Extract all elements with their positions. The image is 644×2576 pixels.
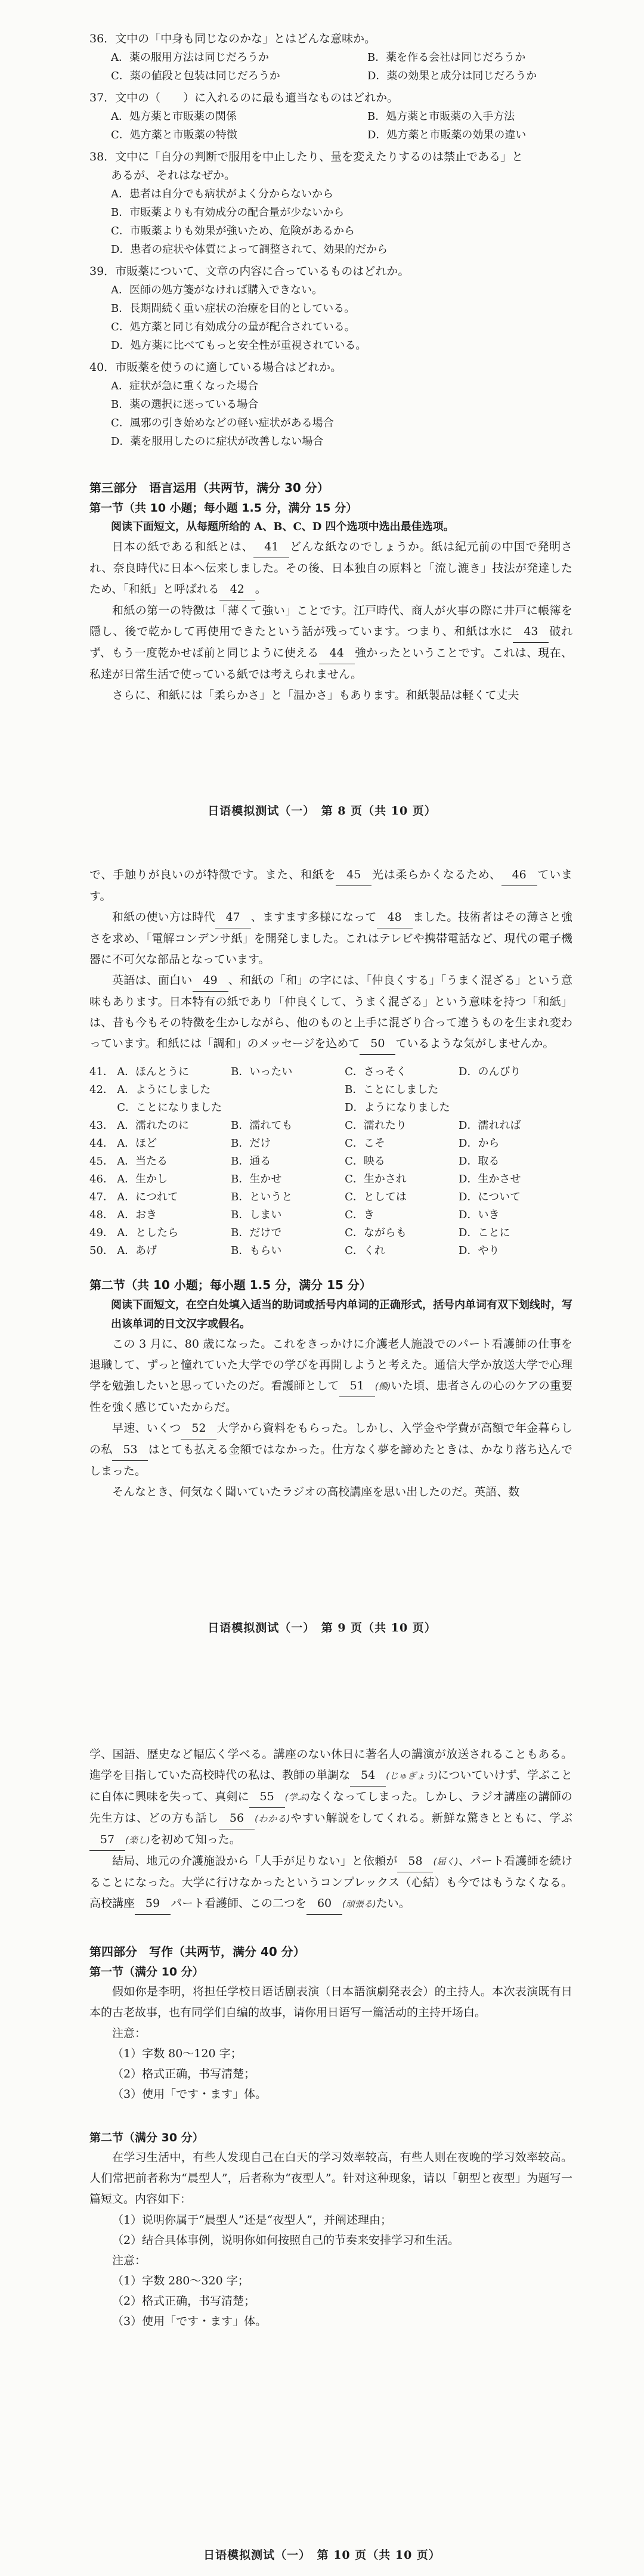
question-number: [89, 1099, 117, 1117]
option: C．としては: [345, 1191, 407, 1203]
option: D．から: [459, 1137, 500, 1150]
passage-text: いた頃、患者さんの心のケアの重要性を強く感じていたからだ。: [89, 1379, 572, 1414]
option: B．だけで: [231, 1227, 282, 1239]
option: D．濡れれば: [459, 1119, 521, 1132]
passage-paragraph: [89, 1851, 572, 1915]
option: D．やり: [459, 1244, 500, 1257]
requirement: （2）格式正确，书写清楚；: [112, 2295, 256, 2308]
option: C．映る: [345, 1155, 385, 1168]
question-39: [89, 262, 572, 355]
note-label: 注意：: [112, 2254, 147, 2267]
option: A．処方薬と市販薬の関係: [111, 110, 237, 123]
passage-text: パート看護師、この二つを: [171, 1897, 307, 1910]
question-number: 45．: [89, 1155, 114, 1168]
requirement: （1）字数 280～320 字；: [112, 2274, 249, 2287]
blank-43: 43: [513, 621, 549, 643]
passage-text: 早速、いくつ: [112, 1422, 181, 1435]
hint-51: (働): [374, 1381, 391, 1392]
passage-text: ています。: [89, 868, 572, 903]
option: C．生かされ: [345, 1173, 407, 1185]
option: A．ほんとうに: [117, 1066, 190, 1078]
option: D．いき: [459, 1209, 500, 1221]
content-point: （1）说明你属于“晨型人”还是“夜型人”，并阐述理由；: [112, 2213, 392, 2227]
passage-text: どんな紙なのでしょうか。紙は紀元前の中国で発明され、奈良時代に日本へ伝来しました。その後、日本独自の原料と「流し漉き」技法が発達したため、「和紙」と呼ばれる: [89, 540, 572, 596]
page-footer: 日语模拟测试（一） 第 8 页（共 10 页）: [208, 804, 436, 818]
blank-44: 44: [319, 643, 355, 664]
blank-50: 50: [360, 1033, 395, 1055]
passage-text: はとても払える金額ではなかった。仕方なく夢を諦めたときは、かなり落ち込んでしまった。: [89, 1443, 572, 1478]
blank-56: 56: [219, 1808, 255, 1829]
requirement: （2）格式正确，书写清楚；: [112, 2067, 256, 2080]
option: [231, 1081, 345, 1099]
option: B．市販薬よりも有効成分の配合量が少ないから: [111, 206, 345, 219]
passage-text: さらに、和紙には「柔らかさ」と「温かさ」もあります。和紙製品は軽くて丈夫: [112, 689, 519, 702]
option: A．薬の服用方法は同じだろうか: [111, 51, 269, 64]
cloze-options-table: [89, 1063, 572, 1260]
question-number: 42．: [89, 1083, 114, 1096]
option: B．通る: [231, 1155, 271, 1168]
part-heading: 第一节（满分 10 分）: [89, 1965, 204, 1979]
passage-text: ました。技術者はその薄さと強さを求め、「電解コンデンサ紙」を開発しました。これはテレビや携帯電話など、現代の電子機器に不可欠な部品となっています。: [89, 911, 572, 966]
passage-text: 光は柔らかくなるため、: [371, 868, 501, 881]
option: A．生かし: [117, 1173, 168, 1185]
hint-58: (届く): [433, 1856, 459, 1867]
blank-47: 47: [215, 907, 251, 928]
passage-text: 和紙の使い方は時代: [112, 911, 215, 924]
option: A．としたら: [117, 1227, 179, 1239]
question-number: 47．: [89, 1191, 114, 1203]
option: C．市販薬よりも効果が強いため、危険があるから: [111, 225, 355, 237]
question-40: [89, 358, 572, 451]
option: D．薬を服用したのに症状が改善しない場合: [111, 435, 324, 448]
passage-text: 。: [255, 583, 267, 596]
option: D．のんびり: [459, 1066, 521, 1078]
passage-paragraph: [89, 1744, 572, 1851]
option: D．生かさせ: [459, 1173, 521, 1185]
option-row: [89, 1117, 572, 1135]
part-heading: 第二节（共 10 小题；每小题 1.5 分，满分 15 分）: [89, 1278, 371, 1292]
question-number: 48．: [89, 1209, 114, 1221]
passage-text: 破れず、もう一度乾かせば前と同じように使える: [89, 625, 572, 660]
option: D．ようになりました: [345, 1101, 450, 1114]
passage-paragraph: [89, 685, 572, 706]
passage-text: についていけず、学ぶことに自体に興味を失って、真剣に: [89, 1769, 572, 1803]
requirement: （3）使用「です・ます」体。: [112, 2088, 267, 2101]
question-number: 41．: [89, 1066, 114, 1078]
passage-paragraph: [89, 1334, 572, 1418]
blank-59: 59: [135, 1893, 171, 1915]
hint-57: (楽し): [125, 1835, 150, 1846]
question-number: 43．: [89, 1119, 114, 1132]
option: B．生かせ: [231, 1173, 282, 1185]
passage-text: で、手触りが良いのが特徴です。また、和紙を: [89, 868, 336, 881]
question-number: 46．: [89, 1173, 114, 1185]
passage-paragraph: [89, 537, 572, 600]
option: C．濡れたり: [345, 1119, 407, 1132]
passage-text: 、和紙の「和」の字には、「仲良くする」「うまく混ざる」という意味もあります。日本特有の紙であり「仲良くして、うまく混ざる」という意味を持つ「和紙」は、昔も今もその特徴を生かしながら、他のものと上手に混ざり合って違うものを生まれ変わっています。和紙には「調和」のメッセージを込めて: [89, 974, 572, 1050]
option: C．き: [345, 1209, 374, 1221]
question-38: [89, 148, 572, 259]
hint-55: (学ぶ): [284, 1792, 310, 1803]
option: A．当たる: [117, 1155, 168, 1168]
question-text: 39．市販薬について、文章の内容に合っているものはどれか。: [89, 265, 410, 278]
option: C．処方薬と市販薬の特徴: [111, 129, 237, 141]
passage-paragraph: そんなとき、何気なく聞いていたラジオの高校講座を思い出したのだ。英語、数: [112, 1485, 520, 1498]
passage-paragraph: [89, 970, 572, 1055]
hint-60: (頑張る): [342, 1899, 376, 1909]
option: C．薬の値段と包装は同じだろうか: [111, 70, 280, 82]
option: A．あげ: [117, 1244, 157, 1257]
option: D．薬の効果と成分は同じだろうか: [367, 70, 537, 82]
task-description: 在学习生活中，有些人发现自己在白天的学习效率较高，有些人则在夜晚的学习效率较高。人们常把前者称为“晨型人”，后者称为“夜型人”。针对这种现象，请以「朝型と夜型」为题写一篇短文。内容如下：: [89, 2151, 572, 2206]
question-36: [89, 30, 572, 85]
section-heading: 第四部分 写作（共两节，满分 40 分）: [89, 1945, 305, 1959]
option: D．について: [459, 1191, 521, 1203]
option: C．こそ: [345, 1137, 385, 1150]
option-row: [89, 1153, 572, 1171]
blank-42: 42: [219, 579, 255, 600]
requirement: （3）使用「です・ます」体。: [112, 2315, 267, 2328]
instruction: 阅读下面短文，在空白处填入适当的助词或括号内单词的正确形式，括号内单词有双下划线时，写出该单词的日文汉字或假名。: [111, 1299, 572, 1330]
blank-41: 41: [253, 537, 289, 558]
option: A．ほど: [117, 1137, 157, 1150]
blank-55: 55: [249, 1787, 285, 1808]
question-number: 44．: [89, 1137, 114, 1150]
option: B．薬の選択に迷っている場合: [111, 398, 259, 411]
option-row: [89, 1171, 572, 1188]
option: B．もらい: [231, 1244, 282, 1257]
passage-text: この 3 月に、80 歳になった。これをきっかけに介護老人施設でのパート看護師の仕事を退職して、ずっと憧れていた大学での学びを再開しようと考えた。通信大学か放送大学で心理学を勉強したいと思っていたのだ。看護師として: [89, 1337, 572, 1392]
option: C．さっそく: [345, 1066, 407, 1078]
option: A．濡れたのに: [117, 1119, 190, 1132]
blank-53: 53: [112, 1439, 148, 1461]
option: [231, 1099, 345, 1117]
blank-57: 57: [89, 1829, 125, 1851]
option: B．ことにしました: [345, 1083, 439, 1096]
question-text: 37．文中の（ ）に入れるのに最も適当なものはどれか。: [89, 91, 399, 104]
option-row: [89, 1063, 572, 1081]
blank-58: 58: [397, 1851, 433, 1872]
exam-page-9: [0, 832, 644, 1655]
passage-text: 学、国語、歴史など幅広く学べる。講座のない休日に著名人の講演が放送されることもある。進学を目指していた高校時代の私は、教師の単調な: [89, 1748, 572, 1782]
option: A．ようにしました: [117, 1083, 211, 1096]
passage-text: を初めて知った。: [150, 1833, 241, 1846]
instruction: 阅读下面短文，从每题所给的 A、B、C、D 四个选项中选出最佳选项。: [111, 521, 454, 533]
option-row: [89, 1188, 572, 1206]
option: B．長期間続く重い症状の治療を目的としている。: [111, 302, 355, 315]
option: C．くれ: [345, 1244, 385, 1257]
option: D．処方薬に比べてもっと安全性が重視されている。: [111, 339, 367, 352]
option: A．患者は自分でも病状がよく分からないから: [111, 188, 333, 200]
passage-paragraph: [89, 907, 572, 970]
task-description: 假如你是李明，将担任学校日语话剧表演（日本語演劇発表会）的主持人。本次表演既有日本的古老故事，也有同学们自编的故事，请你用日语写一篇活动的主持开场白。: [89, 1985, 572, 2019]
option: [459, 1099, 572, 1117]
option: B．しまい: [231, 1209, 282, 1221]
option: B．いったい: [231, 1066, 293, 1078]
option-row: [89, 1242, 572, 1260]
part-heading: 第二节（满分 30 分）: [89, 2131, 204, 2144]
blank-60: 60: [306, 1893, 342, 1915]
blank-49: 49: [193, 970, 228, 992]
option: A．おき: [117, 1209, 157, 1221]
question-number: 49．: [89, 1227, 114, 1239]
option-row: [89, 1099, 572, 1117]
passage-text: 日本の紙である和紙とは、: [112, 540, 254, 553]
blank-52: 52: [181, 1418, 216, 1439]
part-heading: 第一节（共 10 小题；每小题 1.5 分，满分 15 分）: [89, 501, 358, 515]
option: C．風邪の引き始めなどの軽い症状がある場合: [111, 417, 334, 429]
passage-text: ているような気がしませんか。: [395, 1037, 555, 1050]
option: D．ことに: [459, 1227, 510, 1239]
question-text: 40．市販薬を使うのに適している場合はどれか。: [89, 361, 342, 374]
option: C．処方薬と同じ有効成分の量が配合されている。: [111, 321, 355, 333]
option-row: [89, 1135, 572, 1153]
option-row: [89, 1224, 572, 1242]
option: B．濡れても: [231, 1119, 293, 1132]
passage-text: なくなってしまった。しかし、ラジオ講座の講師の先生方は、どの方も話し: [89, 1790, 572, 1825]
option-row: [89, 1081, 572, 1099]
option: A．につれて: [117, 1191, 178, 1203]
passage-text: 強かったということです。これは、現在、私達が日常生活で使っている紙では考えられません。: [89, 646, 572, 681]
passage-text: 結局、地元の介護施設から「人手が足りない」と依頼が: [112, 1854, 398, 1868]
question-37: [89, 89, 572, 144]
blank-46: 46: [501, 865, 537, 886]
requirement: （1）字数 80～120 字；: [112, 2047, 242, 2060]
question-number: 50．: [89, 1244, 114, 1257]
option: [459, 1081, 572, 1099]
passage-text: たい。: [376, 1897, 410, 1910]
question-text: 38．文中に「自分の判断で服用を中止したり、量を変えたりするのは禁止である」と: [89, 150, 524, 163]
exam-page-10: [0, 1655, 644, 2576]
option-row: [89, 1206, 572, 1224]
section-heading: 第三部分 语言运用（共两节，满分 30 分）: [89, 481, 329, 495]
passage-text: 、ますます多様になって: [250, 911, 377, 924]
blank-54: 54: [350, 1765, 386, 1787]
option: D．処方薬と市販薬の効果の違い: [367, 129, 527, 141]
option: A．医師の処方箋がなければ購入できない。: [111, 284, 323, 296]
question-text: 36．文中の「中身も同じなのかな」とはどんな意味か。: [89, 32, 376, 45]
question-text-cont: あるが、それはなぜか。: [111, 169, 236, 182]
option: D．患者の症状や体質によって調整されて、効果的だから: [111, 243, 388, 256]
blank-51: 51: [339, 1376, 375, 1397]
exam-page-8: [0, 0, 644, 832]
option: B．というと: [231, 1191, 293, 1203]
option: C．ことになりました: [117, 1101, 222, 1114]
option: A．症状が急に重くなった場合: [111, 380, 258, 392]
passage-paragraph: [89, 600, 572, 685]
hint-56: (わかる): [254, 1813, 290, 1824]
passage-text: 大学から資料をもらった。しかし、入学金や学費が高額で年金暮らしの私: [89, 1422, 572, 1456]
blank-45: 45: [336, 865, 371, 886]
passage-paragraph: [89, 865, 572, 907]
passage-text: やすい解説をしてくれる。新鮮な驚きとともに、学ぶ: [290, 1812, 572, 1825]
passage-text: 和紙の第一の特徴は「薄くて強い」ことです。江戸時代、商人が火事の際に井戸に帳簿を隠し、後で乾かして再使用できたという話が残っています。つまり、和紙は水に: [89, 604, 572, 638]
passage-text: 英語は、面白い: [112, 974, 193, 987]
passage-text: 、パート看護師を続けることになった。大学に行けなかったというコンプレックス（心結）も今ではもうなくなる。高校講座: [89, 1854, 572, 1910]
option: B．薬を作る会社は同じだろうか: [367, 51, 526, 64]
option: B．だけ: [231, 1137, 271, 1150]
passage-paragraph: [89, 1418, 572, 1482]
option: D．取る: [459, 1155, 500, 1168]
hint-54: (じゅぎょう): [386, 1770, 438, 1781]
page-footer: 日语模拟测试（一） 第 10 页（共 10 页）: [203, 2549, 441, 2562]
option: B．処方薬と市販薬の入手方法: [367, 110, 515, 123]
option: C．ながらも: [345, 1227, 407, 1239]
content-point: （2）结合具体事例，说明你如何按照自己的节奏来安排学习和生活。: [112, 2234, 460, 2247]
note-label: 注意：: [112, 2027, 147, 2040]
blank-48: 48: [377, 907, 413, 928]
page-footer: 日语模拟测试（一） 第 9 页（共 10 页）: [208, 1621, 436, 1634]
